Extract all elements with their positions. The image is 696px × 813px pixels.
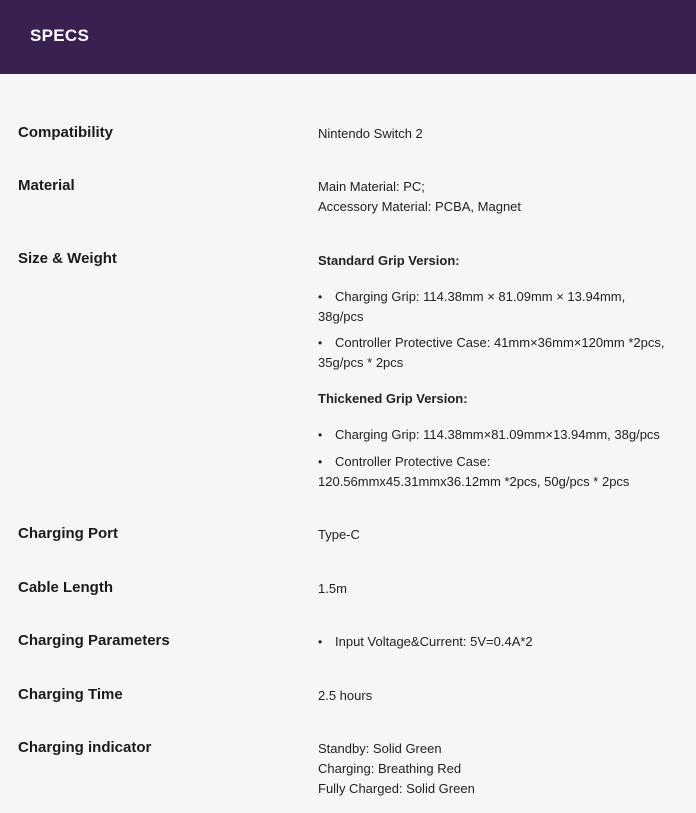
charging-indicator-line: Charging: Breathing Red (318, 761, 462, 776)
charging-parameters-item: • Input Voltage&Current: 5V=0.4A*2 (318, 632, 533, 652)
standard-grip-item-line2: 38g/pcs (318, 309, 364, 324)
charging-parameters-label: Charging Parameters (18, 632, 170, 649)
standard-grip-item-line1: • Charging Grip: 114.38mm × 81.09mm × 13.94mm, (318, 287, 625, 307)
standard-grip-item (318, 287, 625, 327)
material-line: Accessory Material: PCBA, Magnet (318, 199, 522, 214)
thickened-grip-item-line1: • Charging Grip: 114.38mm×81.09mm×13.94mm, 38g/pcs (318, 425, 660, 445)
charging-time-value: 2.5 hours (318, 688, 373, 703)
charging-port-value: Type-C (318, 527, 360, 542)
compatibility-value: Nintendo Switch 2 (318, 126, 423, 141)
thickened-grip-item (318, 425, 660, 445)
charging-indicator-line: Fully Charged: Solid Green (318, 781, 475, 796)
cable-length-value: 1.5m (318, 581, 347, 596)
material-label: Material (18, 177, 75, 194)
charging-parameters-value (318, 632, 533, 652)
charging-time-label: Charging Time (18, 686, 123, 703)
charging-indicator-line: Standby: Solid Green (318, 741, 442, 756)
charging-indicator-value (318, 739, 475, 799)
charging-port-label: Charging Port (18, 525, 118, 542)
material-line: Main Material: PC; (318, 179, 425, 194)
standard-grip-title: Standard Grip Version: (318, 253, 460, 268)
thickened-case-item-line1: • Controller Protective Case: (318, 452, 629, 472)
compatibility-label: Compatibility (18, 124, 114, 141)
charging-indicator-label: Charging indicator (18, 739, 152, 756)
material-value (318, 177, 521, 217)
size-weight-label: Size & Weight (18, 250, 117, 267)
specs-title: SPECS (30, 26, 90, 45)
standard-case-item-line1: • Controller Protective Case: 41mm×36mm×120mm *2pcs, (318, 333, 664, 353)
thickened-grip-title: Thickened Grip Version: (318, 391, 468, 406)
standard-case-item (318, 333, 664, 373)
specs-header (0, 0, 696, 74)
thickened-case-item (318, 452, 629, 492)
standard-case-item-line2: 35g/pcs * 2pcs (318, 355, 404, 370)
thickened-case-item-line2: 120.56mmx45.31mmx36.12mm *2pcs, 50g/pcs * 2pcs (318, 474, 630, 489)
cable-length-label: Cable Length (18, 579, 114, 596)
